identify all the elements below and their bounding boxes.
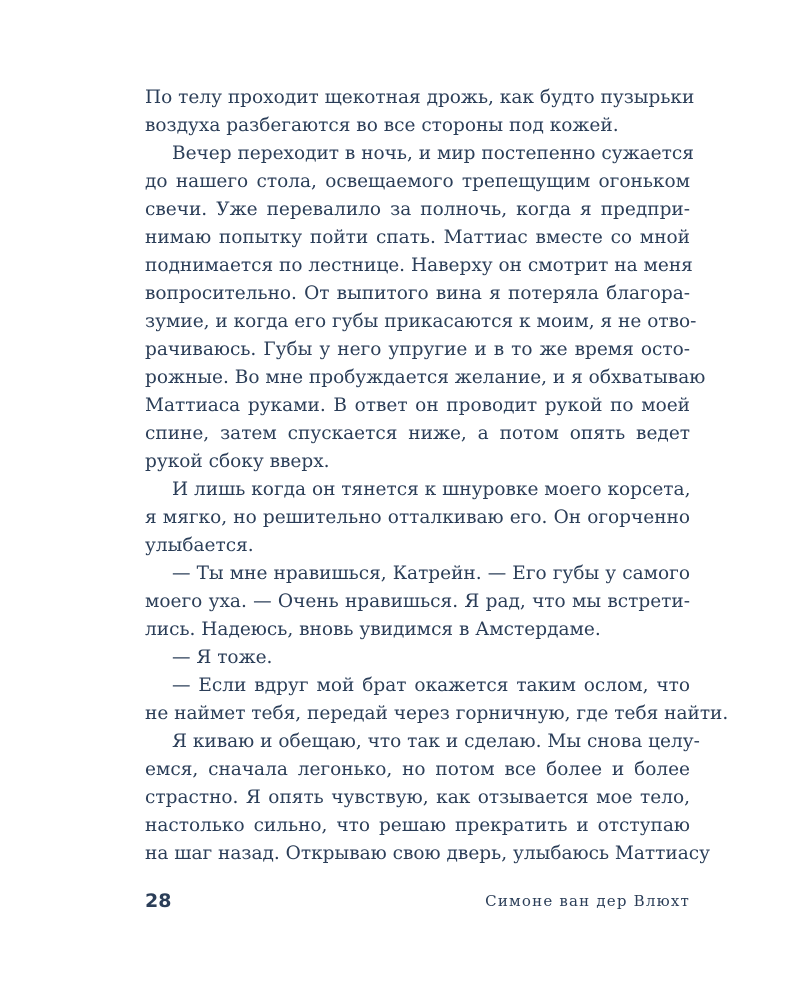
text-line: до нашего стола, освещаемого трепещущим огоньком [145, 171, 690, 192]
running-head-author: Симоне ван дер Влюхт [485, 892, 690, 910]
text-line: — Я тоже. [172, 647, 273, 668]
text-line: вопросительно. От выпитого вина я потеряла благора- [145, 283, 690, 304]
text-line: — Если вдруг мой брат окажется таким ослом, что [172, 675, 690, 696]
text-line: Маттиаса руками. В ответ он проводит рукой по моей [145, 395, 690, 416]
text-line: По телу проходит щекотная дрожь, как будто пузырьки [145, 87, 695, 108]
text-line: зумие, и когда его губы прикасаются к моим, я не отво- [145, 311, 697, 332]
page-number: 28 [145, 890, 172, 912]
text-line: поднимается по лестнице. Наверху он смотрит на меня [145, 255, 693, 276]
text-line: улыбается. [145, 535, 254, 556]
text-line: моего уха. — Очень нравишься. Я рад, что мы встрети- [145, 591, 690, 612]
text-line: свечи. Уже перевалило за полночь, когда я предпри- [145, 199, 690, 220]
text-line: воздуха разбегаются во все стороны под кожей. [145, 115, 619, 136]
text-line: на шаг назад. Открываю свою дверь, улыбаюсь Маттиасу [145, 843, 710, 864]
page-footer [145, 887, 690, 915]
text-line: нимаю попытку пойти спать. Маттиас вместе со мной [145, 227, 690, 248]
text-line: не наймет тебя, передай через горничную, где тебя найти. [145, 703, 729, 724]
text-line: страстно. Я опять чувствую, как отзывается мое тело, [145, 787, 690, 808]
text-line: И лишь когда он тянется к шнуровке моего корсета, [172, 479, 691, 500]
text-line: рожные. Во мне пробуждается желание, и я обхватываю [145, 367, 706, 388]
text-line: спине, затем спускается ниже, а потом опять ведет [145, 423, 690, 444]
page-body-text [145, 84, 729, 868]
text-line: емся, сначала легонько, но потом все более и более [145, 759, 690, 780]
text-line: рукой сбоку вверх. [145, 451, 330, 472]
text-line: Я киваю и обещаю, что так и сделаю. Мы снова целу- [172, 731, 700, 752]
text-line: лись. Надеюсь, вновь увидимся в Амстердаме. [145, 619, 601, 640]
text-line: Вечер переходит в ночь, и мир постепенно сужается [172, 143, 694, 164]
text-line: я мягко, но решительно отталкиваю его. Он огорченно [145, 507, 690, 528]
text-line: рачиваюсь. Губы у него упругие и в то же время осто- [145, 339, 690, 360]
text-line: — Ты мне нравишься, Катрейн. — Его губы у самого [172, 563, 690, 584]
text-line: настолько сильно, что решаю прекратить и отступаю [145, 815, 690, 836]
